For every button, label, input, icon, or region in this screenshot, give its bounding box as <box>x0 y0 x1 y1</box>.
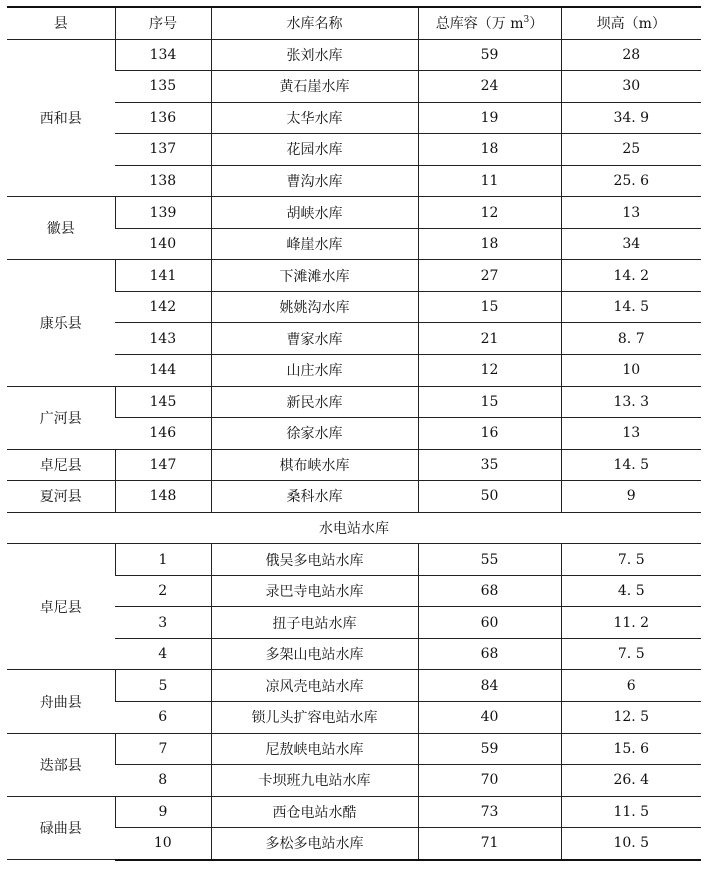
table-body <box>7 39 701 860</box>
dam-height-cell: 14. 5 <box>561 449 701 481</box>
dam-height-cell: 8. 7 <box>561 323 701 355</box>
capacity-cell: 16 <box>418 418 561 450</box>
number-cell: 5 <box>115 670 211 702</box>
capacity-cell: 11 <box>418 165 561 197</box>
number-cell: 139 <box>115 197 211 229</box>
table-row <box>7 386 701 418</box>
county-cell: 西和县 <box>7 39 115 197</box>
dam-height-cell: 14. 5 <box>561 291 701 323</box>
capacity-cell: 60 <box>418 607 561 639</box>
table-row <box>7 197 701 229</box>
header-capacity-text: 总库容（万 m <box>435 16 524 33</box>
dam-height-cell: 34. 9 <box>561 102 701 134</box>
capacity-cell: 12 <box>418 197 561 229</box>
capacity-cell: 15 <box>418 386 561 418</box>
capacity-cell: 35 <box>418 449 561 481</box>
reservoir-name-cell: 下滩滩水库 <box>211 260 418 292</box>
table-row <box>7 260 701 292</box>
number-cell: 10 <box>115 828 211 860</box>
header-capacity-close: ） <box>529 16 544 33</box>
county-cell: 广河县 <box>7 386 115 449</box>
reservoir-name-cell: 胡峡水库 <box>211 197 418 229</box>
number-cell: 137 <box>115 134 211 166</box>
capacity-cell: 70 <box>418 765 561 797</box>
dam-height-cell: 6 <box>561 670 701 702</box>
reservoir-name-cell: 西仓电站水酷 <box>211 796 418 828</box>
number-cell: 6 <box>115 702 211 734</box>
reservoir-name-cell: 尼敖峡电站水库 <box>211 733 418 765</box>
reservoir-name-cell: 录巴寺电站水库 <box>211 575 418 607</box>
number-cell: 147 <box>115 449 211 481</box>
county-cell: 徽县 <box>7 197 115 260</box>
dam-height-cell: 11. 5 <box>561 796 701 828</box>
number-cell: 4 <box>115 638 211 670</box>
county-cell: 卓尼县 <box>7 449 115 481</box>
section-title: 水电站水库 <box>7 512 701 544</box>
number-cell: 2 <box>115 575 211 607</box>
reservoir-name-cell: 姚姚沟水库 <box>211 291 418 323</box>
reservoir-table-container <box>7 6 701 861</box>
header-no: 序号 <box>115 7 211 39</box>
header-county: 县 <box>7 7 115 39</box>
reservoir-name-cell: 扭子电站水库 <box>211 607 418 639</box>
reservoir-name-cell: 多架山电站水库 <box>211 638 418 670</box>
reservoir-name-cell: 山庄水库 <box>211 355 418 387</box>
dam-height-cell: 7. 5 <box>561 544 701 576</box>
county-cell: 康乐县 <box>7 260 115 386</box>
number-cell: 142 <box>115 291 211 323</box>
number-cell: 135 <box>115 71 211 103</box>
header-height: 坝高（m） <box>561 7 701 39</box>
capacity-cell: 59 <box>418 39 561 71</box>
capacity-cell: 21 <box>418 323 561 355</box>
dam-height-cell: 13 <box>561 197 701 229</box>
reservoir-name-cell: 徐家水库 <box>211 418 418 450</box>
capacity-cell: 15 <box>418 291 561 323</box>
dam-height-cell: 25. 6 <box>561 165 701 197</box>
dam-height-cell: 26. 4 <box>561 765 701 797</box>
reservoir-name-cell: 多松多电站水库 <box>211 828 418 860</box>
reservoir-name-cell: 锁儿头扩容电站水库 <box>211 702 418 734</box>
reservoir-name-cell: 新民水库 <box>211 386 418 418</box>
header-row <box>7 7 701 39</box>
number-cell: 3 <box>115 607 211 639</box>
reservoir-name-cell: 曹家水库 <box>211 323 418 355</box>
reservoir-table <box>7 6 701 861</box>
capacity-cell: 27 <box>418 260 561 292</box>
dam-height-cell: 11. 2 <box>561 607 701 639</box>
table-row <box>7 733 701 765</box>
table-row <box>7 670 701 702</box>
number-cell: 146 <box>115 418 211 450</box>
number-cell: 145 <box>115 386 211 418</box>
number-cell: 8 <box>115 765 211 797</box>
number-cell: 144 <box>115 355 211 387</box>
header-capacity <box>418 7 561 39</box>
number-cell: 140 <box>115 228 211 260</box>
capacity-cell: 73 <box>418 796 561 828</box>
dam-height-cell: 25 <box>561 134 701 166</box>
table-row <box>7 544 701 576</box>
reservoir-name-cell: 桑科水库 <box>211 481 418 513</box>
reservoir-name-cell: 俄吴多电站水库 <box>211 544 418 576</box>
dam-height-cell: 9 <box>561 481 701 513</box>
dam-height-cell: 34 <box>561 228 701 260</box>
table-row <box>7 481 701 513</box>
capacity-cell: 68 <box>418 638 561 670</box>
reservoir-name-cell: 凉风壳电站水库 <box>211 670 418 702</box>
capacity-cell: 12 <box>418 355 561 387</box>
reservoir-name-cell: 峰崖水库 <box>211 228 418 260</box>
reservoir-name-cell: 张刘水库 <box>211 39 418 71</box>
reservoir-name-cell: 卡坝班九电站水库 <box>211 765 418 797</box>
header-name: 水库名称 <box>211 7 418 39</box>
capacity-cell: 18 <box>418 228 561 260</box>
dam-height-cell: 13. 3 <box>561 386 701 418</box>
dam-height-cell: 15. 6 <box>561 733 701 765</box>
dam-height-cell: 4. 5 <box>561 575 701 607</box>
capacity-cell: 18 <box>418 134 561 166</box>
number-cell: 138 <box>115 165 211 197</box>
number-cell: 141 <box>115 260 211 292</box>
county-cell: 卓尼县 <box>7 544 115 670</box>
number-cell: 148 <box>115 481 211 513</box>
reservoir-name-cell: 曹沟水库 <box>211 165 418 197</box>
reservoir-name-cell: 黄石崖水库 <box>211 71 418 103</box>
number-cell: 134 <box>115 39 211 71</box>
dam-height-cell: 14. 2 <box>561 260 701 292</box>
capacity-cell: 24 <box>418 71 561 103</box>
dam-height-cell: 13 <box>561 418 701 450</box>
table-row <box>7 796 701 828</box>
table-row <box>7 39 701 71</box>
dam-height-cell: 30 <box>561 71 701 103</box>
table-row <box>7 449 701 481</box>
capacity-cell: 55 <box>418 544 561 576</box>
capacity-cell: 40 <box>418 702 561 734</box>
capacity-cell: 84 <box>418 670 561 702</box>
dam-height-cell: 28 <box>561 39 701 71</box>
county-cell: 碌曲县 <box>7 796 115 860</box>
dam-height-cell: 10 <box>561 355 701 387</box>
capacity-cell: 71 <box>418 828 561 860</box>
capacity-cell: 68 <box>418 575 561 607</box>
reservoir-name-cell: 太华水库 <box>211 102 418 134</box>
section-row <box>7 512 701 544</box>
number-cell: 7 <box>115 733 211 765</box>
dam-height-cell: 7. 5 <box>561 638 701 670</box>
dam-height-cell: 10. 5 <box>561 828 701 860</box>
capacity-cell: 19 <box>418 102 561 134</box>
number-cell: 143 <box>115 323 211 355</box>
table-header <box>7 7 701 39</box>
reservoir-name-cell: 棋布峡水库 <box>211 449 418 481</box>
county-cell: 舟曲县 <box>7 670 115 733</box>
county-cell: 迭部县 <box>7 733 115 796</box>
capacity-cell: 59 <box>418 733 561 765</box>
capacity-cell: 50 <box>418 481 561 513</box>
dam-height-cell: 12. 5 <box>561 702 701 734</box>
number-cell: 136 <box>115 102 211 134</box>
number-cell: 9 <box>115 796 211 828</box>
header-capacity-superscript: 3 <box>523 15 530 26</box>
county-cell: 夏河县 <box>7 481 115 513</box>
number-cell: 1 <box>115 544 211 576</box>
reservoir-name-cell: 花园水库 <box>211 134 418 166</box>
